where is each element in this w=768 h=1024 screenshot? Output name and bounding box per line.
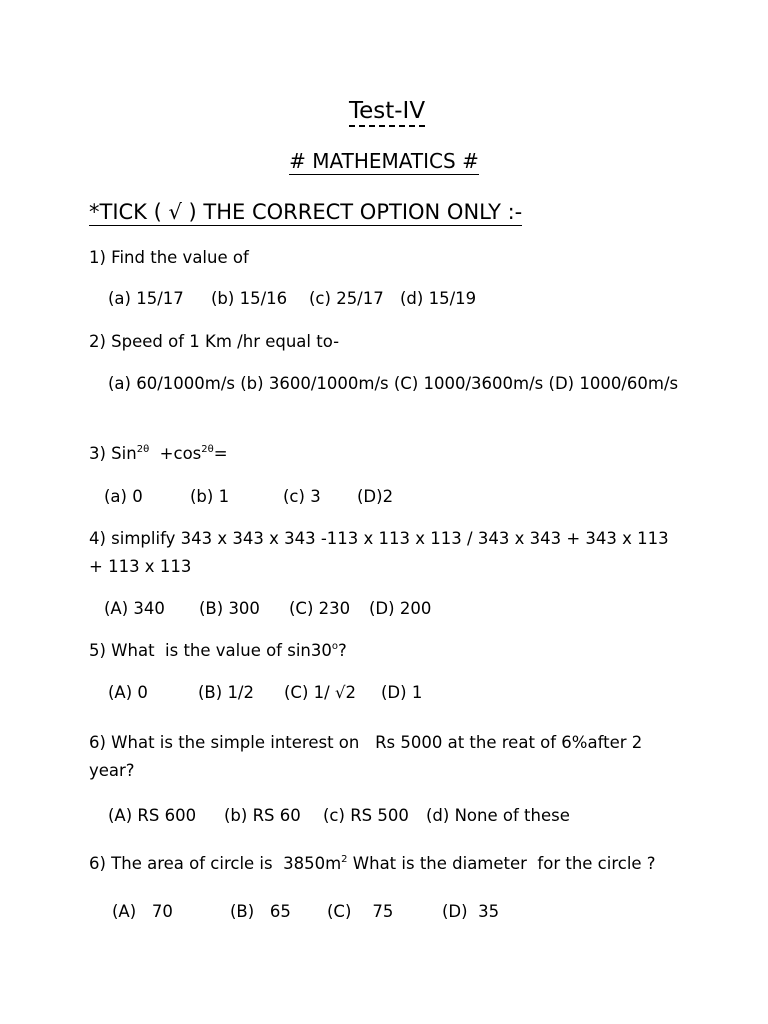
question-7-option-a: (A) 70 [112,902,173,921]
question-4-option-d: (D) 200 [369,599,432,618]
question-5-text: 5) What is the value of sin30$^o$? [89,641,347,660]
question-1-option-a: (a) 15/17 [108,289,184,308]
question-3-option-c: (c) 3 [283,487,321,506]
question-7-option-c: (C) 75 [327,902,394,921]
question-4-option-a: (A) 340 [104,599,165,618]
question-1-option-d: (d) 15/19 [400,289,477,308]
question-7-option-d: (D) 35 [442,902,500,921]
question-4-text: 4) simplify 343 x 343 x 343 -113 x 113 x 113 / 343 x 343 + 343 x 113 + 113 x 113 [89,529,669,576]
question-2-text: 2) Speed of 1 Km /hr equal to- [89,332,340,351]
question-5-option-a: (A) 0 [108,683,148,702]
question-3-option-a: (a) 0 [104,487,143,506]
question-6-option-a: (A) RS 600 [108,806,197,825]
question-4-option-c: (C) 230 [289,599,351,618]
question-1-option-b: (b) 15/16 [211,289,288,308]
question-6-text: 6) What is the simple interest on Rs 5000 at the reat of 6%after 2 year? [89,733,648,780]
instruction-heading: *TICK ( √ ) THE CORRECT OPTION ONLY :- [89,200,523,224]
question-5-option-b: (B) 1/2 [198,683,254,702]
question-3-option-d: (D)2 [357,487,394,506]
question-7-text: 6) The area of circle is $3850m^2$ What is the diameter for the circle ? [89,854,656,873]
subject-heading: # MATHEMATICS # [289,149,479,173]
question-6-option-c: (c) RS 500 [323,806,409,825]
test-title: Test-IV [0,100,768,127]
question-7-option-b: (B) 65 [230,902,291,921]
question-3-text: 3) $Sin^{2\theta} +\cos^{2\theta}=$ [89,444,228,463]
question-1-text: 1) Find the value of [89,248,249,267]
question-5-option-c: (C) 1/ √2 [284,683,356,702]
question-5-option-d: (D) 1 [381,683,423,702]
question-4-option-b: (B) 300 [199,599,260,618]
question-3-option-b: (b) 1 [190,487,230,506]
question-1-option-c: (c) 25/17 [309,289,384,308]
question-6-option-b: (b) RS 60 [224,806,301,825]
question-6-option-d: (d) None of these [426,806,570,825]
question-2-options: (a) 60/1000m/s (b) 3600/1000m/s (C) 1000/3600m/s (D) 1000/60m/s [108,374,679,393]
